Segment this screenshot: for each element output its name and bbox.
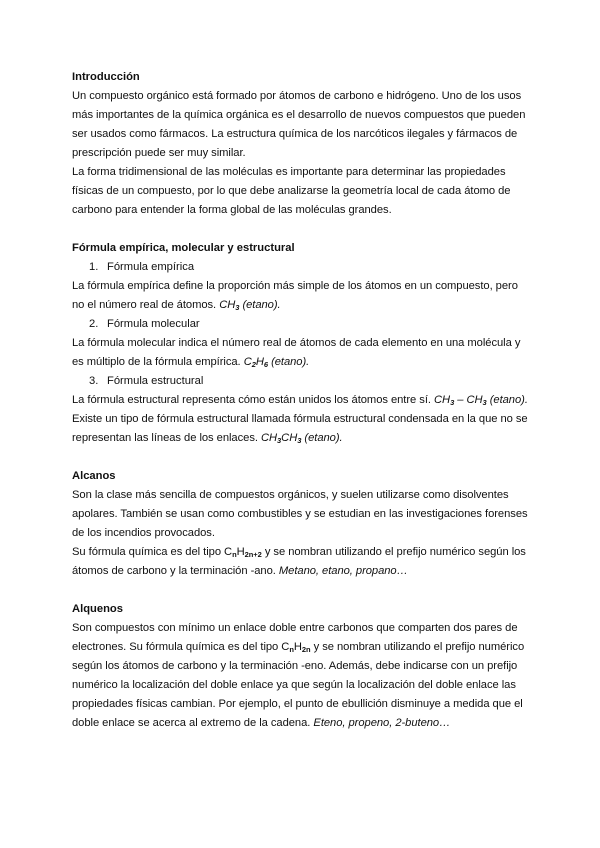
section-title: Alcanos <box>72 470 116 482</box>
formula-subscript: 6 <box>263 360 268 369</box>
formula-example: (etano). <box>489 394 528 406</box>
paragraph-text: La fórmula empírica define la proporción más simple de los átomos en un compuesto, pero no el número real de átomos. <box>72 280 518 311</box>
formula-subscript: 3 <box>450 398 455 407</box>
section-introduccion <box>72 68 532 220</box>
paragraph <box>72 619 532 733</box>
paragraph-text: Son compuestos con mínimo un enlace doble entre carbonos que comparten dos pares de electrones. Su fórmula química es del tipo C <box>72 622 518 653</box>
document-page <box>72 68 532 752</box>
list-label: Fórmula molecular <box>107 318 200 330</box>
section-title: Fórmula empírica, molecular y estructural <box>72 242 295 254</box>
section-alcanos <box>72 467 532 581</box>
paragraph <box>72 391 532 448</box>
formula-subscript: 3 <box>235 303 240 312</box>
formula-part: CH <box>434 394 451 406</box>
formula-part: H <box>293 641 302 653</box>
section-title: Introducción <box>72 71 140 83</box>
examples: Eteno, propeno, 2-buteno… <box>313 717 451 729</box>
paragraph-text: La fórmula estructural representa cómo están unidos los átomos entre sí. <box>72 394 431 406</box>
paragraph <box>72 277 532 315</box>
paragraph-text: y se nombran utilizando el prefijo numérico según los átomos de carbono y la terminación -ano. <box>72 546 526 577</box>
formula-part: CH <box>466 394 483 406</box>
formula-example: (etano). <box>304 432 343 444</box>
formula-part: C <box>243 356 252 368</box>
list-item <box>72 258 532 277</box>
list-label: Fórmula empírica <box>107 261 195 273</box>
list-label: Fórmula estructural <box>107 375 204 387</box>
formula <box>434 394 528 406</box>
formula-subscript: 3 <box>277 436 282 445</box>
list-number: 1. <box>89 261 99 273</box>
paragraph: La forma tridimensional de las moléculas es importante para determinar las propiedades físicas de un compuesto, por lo que debe analizarse la geometría local de cada átomo de carbono para entender la forma global de las moléculas grandes. <box>72 166 511 216</box>
paragraph: Un compuesto orgánico está formado por átomos de carbono e hidrógeno. Uno de los usos más importantes de la química orgánica es el desarrollo de nuevos compuestos que pueden ser usados como fármacos. La estructura química de los narcóticos ilegales y fármacos de prescripción puede ser muy similar. <box>72 90 526 159</box>
list-item <box>72 315 532 334</box>
formula-subscript: 3 <box>297 436 302 445</box>
formula <box>219 299 280 311</box>
formula-part: CH <box>281 432 298 444</box>
paragraph: Son la clase más sencilla de compuestos orgánicos, y suelen utilizarse como disolventes apolares. También se usan como combustibles y se estudian en las investigaciones forenses de los incendios provocados. <box>72 489 528 539</box>
formula-subscript: 2n+2 <box>244 550 262 559</box>
formula-part: H <box>255 356 264 368</box>
paragraph <box>72 543 532 581</box>
formula-subscript: 3 <box>482 398 487 407</box>
paragraph-text: Existe un tipo de fórmula estructural llamada fórmula estructural condensada en la que no se representan las líneas de los enlaces. <box>72 413 528 444</box>
section-formulas <box>72 239 532 448</box>
formula-part: H <box>236 546 245 558</box>
list-number: 2. <box>89 318 99 330</box>
formula <box>244 356 310 368</box>
section-alquenos <box>72 600 532 733</box>
formula-example: (etano). <box>271 356 310 368</box>
formula-example: (etano). <box>242 299 281 311</box>
formula-part: CH <box>219 299 236 311</box>
formula-bond: – <box>454 394 467 406</box>
formula-part: CH <box>260 432 278 444</box>
section-title: Alquenos <box>72 603 123 615</box>
formula-subscript: n <box>289 645 294 654</box>
paragraph-text: La fórmula molecular indica el número real de átomos de cada elemento en una molécula y es múltiplo de la fórmula empírica. <box>72 337 521 368</box>
paragraph <box>72 334 532 372</box>
formula <box>261 432 343 444</box>
paragraph-text: Su fórmula química es del tipo C <box>72 546 233 558</box>
list-number: 3. <box>89 375 99 387</box>
formula-subscript: 2 <box>251 360 256 369</box>
formula-subscript: n <box>232 550 237 559</box>
paragraph-text: y se nombran utilizando el prefijo numérico según los átomos de carbono y la terminación -eno. Además, debe indicarse con un prefijo numérico la localización del doble enlace ya que según la localización del doble enlace las propiedades físicas cambian. Por ejemplo, el punto de ebullición disminuye a medida que el doble enlace se acerca al extremo de la cadena. <box>72 641 525 729</box>
formula-subscript: 2n <box>301 645 311 654</box>
examples: Metano, etano, propano… <box>278 565 408 577</box>
list-item <box>72 372 532 391</box>
